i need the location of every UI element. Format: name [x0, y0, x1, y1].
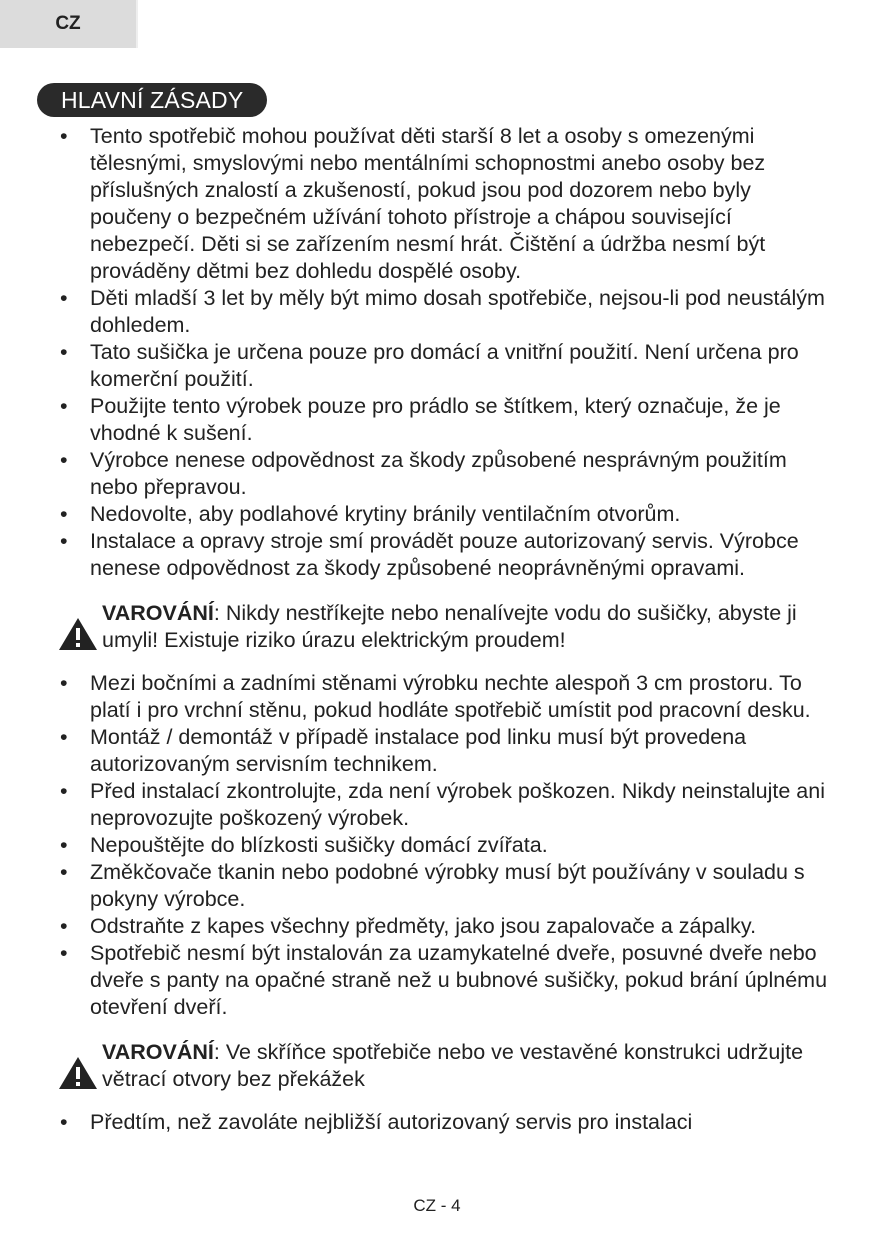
bullet-list-2: [58, 670, 828, 1021]
list-item: • Předtím, než zavoláte nejbližší autorizovaný servis pro instalaci: [58, 1109, 828, 1136]
list-item: • Tato sušička je určena pouze pro domácí a vnitřní použití. Není určena pro komerční použití.: [58, 339, 828, 393]
warning-label: VAROVÁNÍ: [102, 601, 214, 625]
bullet-list-3: [58, 1109, 828, 1136]
language-tab: [0, 0, 136, 48]
warning-block-2: [58, 1039, 828, 1093]
document-body: [58, 123, 828, 1136]
section-title: HLAVNÍ ZÁSADY: [37, 83, 267, 117]
list-item: • Odstraňte z kapes všechny předměty, jako jsou zapalovače a zápalky.: [58, 913, 828, 940]
warning-text: : Nikdy nestříkejte nebo nenalívejte vodu do sušičky, abyste ji umyli! Existuje riziko úrazu elektrickým proudem!: [102, 601, 797, 652]
list-item: • Děti mladší 3 let by měly být mimo dosah spotřebiče, nejsou-li pod neustálým dohledem.: [58, 285, 828, 339]
list-item: • Instalace a opravy stroje smí provádět pouze autorizovaný servis. Výrobce nenese odpovědnost za škody způsobené neoprávněnými opravami.: [58, 528, 828, 582]
language-code: CZ: [55, 13, 81, 34]
list-item: • Nedovolte, aby podlahové krytiny bránily ventilačním otvorům.: [58, 501, 828, 528]
list-item: • Před instalací zkontrolujte, zda není výrobek poškozen. Nikdy neinstalujte ani neprovozujte poškozený výrobek.: [58, 778, 828, 832]
warning-icon: [58, 616, 98, 652]
list-item: • Změkčovače tkanin nebo podobné výrobky musí být používány v souladu s pokyny výrobce.: [58, 859, 828, 913]
list-item: • Nepouštějte do blízkosti sušičky domácí zvířata.: [58, 832, 828, 859]
list-item: • Tento spotřebič mohou používat děti starší 8 let a osoby s omezenými tělesnými, smyslovými nebo mentálními schopnostmi anebo osoby bez příslušných znalostí a zkušeností, pokud jsou pod dozorem nebo byly poučeny o bezpečném užívání tohoto přístroje a chápou související nebezpečí. Děti si se zařízením nesmí hrát. Čištění a údržba nesmí být prováděny dětmi bez dohledu dospělé osoby.: [58, 123, 828, 285]
list-item: • Výrobce nenese odpovědnost za škody způsobené nesprávným použitím nebo přepravou.: [58, 447, 828, 501]
warning-block-1: [58, 600, 828, 654]
list-item: • Mezi bočními a zadními stěnami výrobku nechte alespoň 3 cm prostoru. To platí i pro vrchní stěnu, pokud hodláte spotřebič umístit pod pracovní desku.: [58, 670, 828, 724]
warning-label: VAROVÁNÍ: [102, 1040, 214, 1064]
list-item: • Použijte tento výrobek pouze pro prádlo se štítkem, který označuje, že je vhodné k sušení.: [58, 393, 828, 447]
page-number: CZ - 4: [413, 1196, 461, 1215]
bullet-list-1: [58, 123, 828, 582]
warning-icon: [58, 1055, 98, 1091]
warning-text: : Ve skříňce spotřebiče nebo ve vestavěné konstrukci udržujte větrací otvory bez překážek: [102, 1040, 804, 1091]
list-item: • Montáž / demontáž v případě instalace pod linku musí být provedena autorizovaným servisním technikem.: [58, 724, 828, 778]
list-item: • Spotřebič nesmí být instalován za uzamykatelné dveře, posuvné dveře nebo dveře s panty na opačné straně než u bubnové sušičky, pokud brání úplnému otevření dveří.: [58, 940, 828, 1021]
